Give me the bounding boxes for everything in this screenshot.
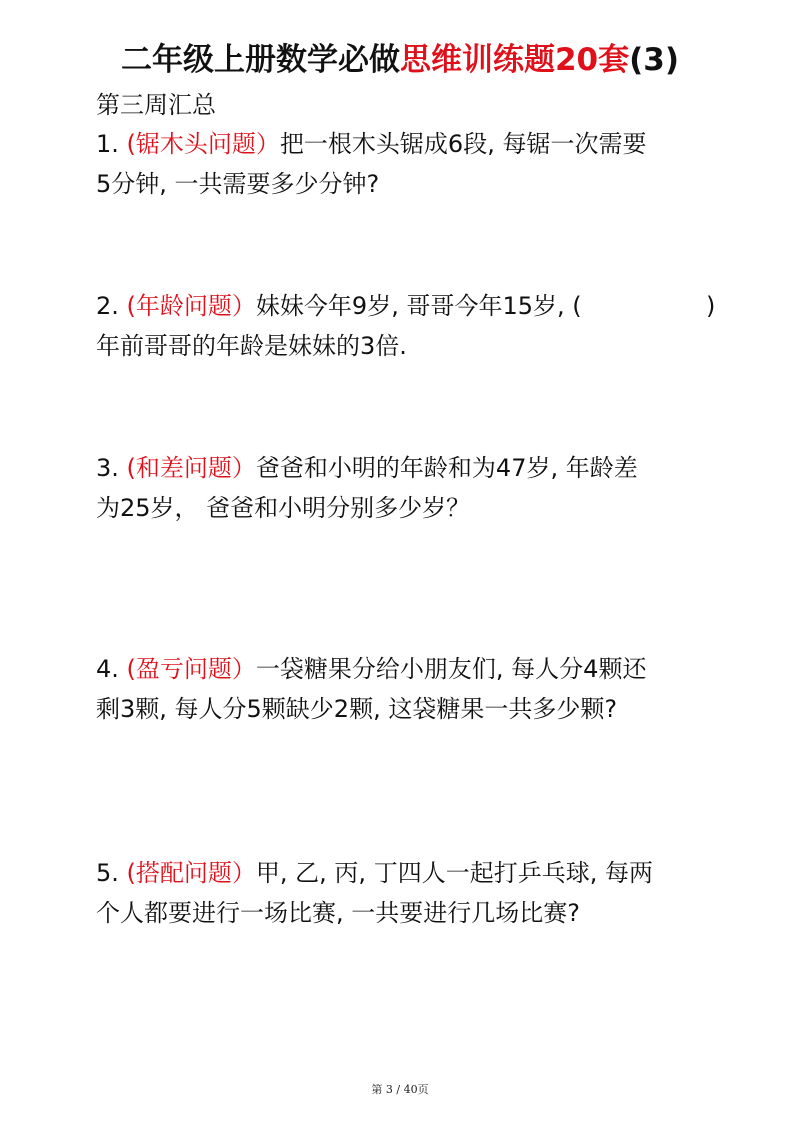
question-tag: (锯木头问题） bbox=[126, 130, 280, 158]
question-tag: (和差问题） bbox=[126, 454, 256, 482]
question-2-line-1 bbox=[96, 288, 736, 328]
question-tag: (搭配问题） bbox=[126, 859, 256, 887]
question-number: 5. bbox=[96, 859, 119, 887]
question-1-line-2: 5分钟, 一共需要多少分钟? bbox=[96, 170, 380, 198]
question-5-line-2: 个人都要进行一场比赛, 一共要进行几场比赛? bbox=[96, 899, 580, 927]
question-text: 爸爸和小明的年龄和为47岁, 年龄差 bbox=[255, 454, 638, 482]
blank-close-paren: ) bbox=[706, 292, 716, 320]
question-3-line-2: 为25岁， 爸爸和小明分别多少岁？ bbox=[96, 494, 471, 522]
question-text: 妹妹今年9岁, 哥哥今年15岁, ( bbox=[255, 292, 582, 320]
question-5 bbox=[96, 855, 736, 935]
question-number: 2. bbox=[96, 292, 119, 320]
question-number: 1. bbox=[96, 130, 119, 158]
question-1 bbox=[96, 126, 736, 206]
question-number: 3. bbox=[96, 454, 119, 482]
question-3-line-1 bbox=[96, 450, 736, 490]
title-red: 思维训练题20套 bbox=[399, 42, 630, 78]
question-4-line-2: 剩3颗, 每人分5颗缺少2颗, 这袋糖果一共多少颗? bbox=[96, 695, 618, 723]
question-text: 一袋糖果分给小朋友们, 每人分4颗还 bbox=[255, 655, 647, 683]
question-2-line-2: 年前哥哥的年龄是妹妹的3倍. bbox=[96, 332, 407, 360]
question-4 bbox=[96, 651, 736, 731]
title-suffix: (3) bbox=[629, 42, 680, 78]
question-2 bbox=[96, 288, 736, 368]
question-text: 甲, 乙, 丙, 丁四人一起打乒乓球, 每两 bbox=[255, 859, 653, 887]
question-text: 把一根木头锯成6段, 每锯一次需要 bbox=[279, 130, 647, 158]
document-title bbox=[0, 38, 800, 82]
question-4-line-1 bbox=[96, 651, 736, 691]
question-5-line-1 bbox=[96, 855, 736, 895]
question-1-line-1 bbox=[96, 126, 736, 166]
week-heading: 第三周汇总 bbox=[96, 91, 216, 119]
question-tag: (年龄问题） bbox=[126, 292, 256, 320]
question-tag: (盈亏问题） bbox=[126, 655, 256, 683]
question-3 bbox=[96, 450, 736, 530]
question-number: 4. bbox=[96, 655, 119, 683]
title-black: 二年级上册数学必做 bbox=[120, 42, 400, 78]
page-number: 第 3 / 40页 bbox=[371, 1083, 429, 1096]
